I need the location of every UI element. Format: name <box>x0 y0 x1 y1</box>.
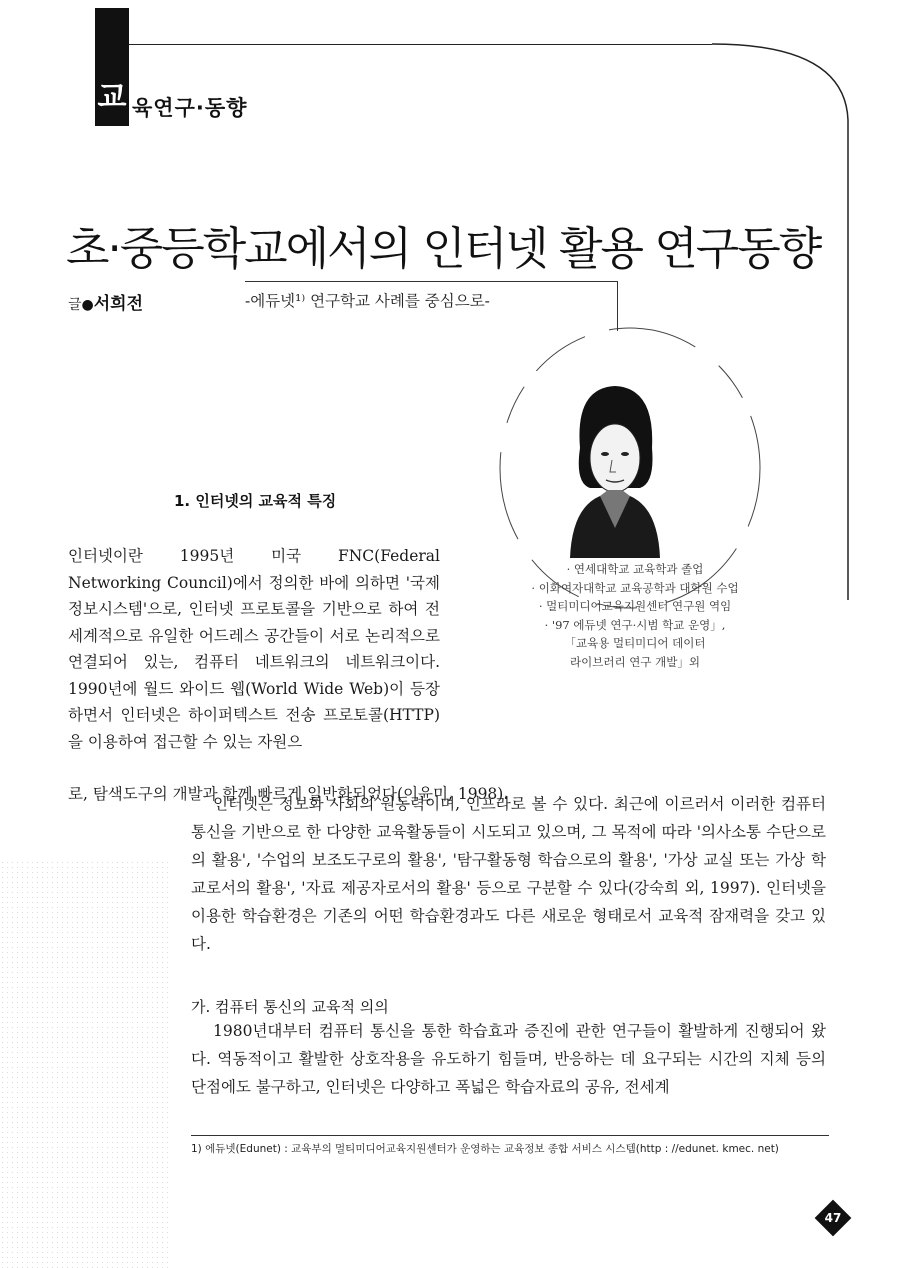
section-marker-glyph: 교 <box>97 80 127 115</box>
author-bio <box>500 560 770 671</box>
intro-paragraph <box>68 543 509 803</box>
subtitle-rule-vertical <box>617 281 618 331</box>
article-subtitle: -에듀넷¹⁾ 연구학교 사례를 중심으로- <box>245 292 490 310</box>
bio-line: · 멀티미디어교육지원센터 연구원 역임 <box>538 599 732 613</box>
page-number: 47 <box>824 1211 842 1225</box>
footnote-rule <box>191 1135 829 1136</box>
scan-artifact <box>0 860 170 1268</box>
body-paragraph-3: 1980년대부터 컴퓨터 통신을 통한 학습효과 증진에 관한 연구들이 활발하게 진행되어 왔다. 역동적이고 활발한 상호작용을 유도하기 힘들며, 반응하는 데 요구되는 시간의 지체 등의 단점에도 불구하고, 인터넷은 다양하고 폭넓은 학습자료의 공유, 전세계 <box>191 1022 826 1096</box>
body-paragraph-2: 인터넷은 정보화 사회의 원동력이며, 인프라로 볼 수 있다. 최근에 이르러서 이러한 컴퓨터 통신을 기반으로 한 다양한 교육활동들이 시도되고 있으며, 그 목적에 따라 '의사소통 수단으로의 활용', '수업의 보조도구로의 활용', '탐구활동형 학습으로의 활용', '가상 교실 또는 가상 학교로서의 활용', '자료 제공자로서의 활용' 등으로 구분할 수 있다(강숙희 외, 1997). 인터넷을 이용한 학습환경은 기존의 어떤 학습환경과도 다른 새로운 형태로서 교육적 잠재력을 갖고 있다. <box>191 795 826 953</box>
intro-text: 인터넷이란 1995년 미국 FNC(Federal Networking Council)에서 정의한 바에 의하면 '국제정보시스템'으로, 인터넷 프로토콜을 기반으로 하여 전세계적으로 유일한 어드레스 공간들이 서로 논리적으로 연결되어 있는, 컴퓨터 네트워크의 네트워크이다. 1990년에 월드 와이드 웹(World Wide Web)이 등장하면서 인터넷은 하이퍼텍스트 전송 프로토콜(HTTP)을 이용하여 접근할 수 있는 자원으 <box>68 547 440 751</box>
author-name: 서희전 <box>93 294 144 314</box>
header-rule <box>122 44 712 45</box>
bio-line: · 연세대학교 교육학과 졸업 <box>566 562 704 576</box>
article-title: 초·중등학교에서의 인터넷 활용 연구동향 <box>66 222 821 275</box>
section-heading-2: 가. 컴퓨터 통신의 교육적 의의 <box>191 998 389 1016</box>
byline <box>68 289 143 314</box>
bio-line: 「교육용 멀티미디어 데이터 <box>564 636 706 650</box>
section-label: 육연구·동향 <box>132 96 248 120</box>
bio-line: · 이화여자대학교 교육공학과 대학원 수업 <box>531 580 739 595</box>
bio-line: 라이브러리 연구 개발」외 <box>570 654 700 669</box>
intro-last-line: 로, 탐색도구의 개발과 함께 빠르게 일반화되었다(이윤미, 1998). <box>68 785 509 803</box>
section-heading-1: 1. 인터넷의 교육적 특징 <box>174 492 337 510</box>
footnote: 1) 에듀넷(Edunet) : 교육부의 멀티미디어교육지원센터가 운영하는 교육정보 종합 서비스 시스템(http : //edunet. kmec. net) <box>191 1143 779 1155</box>
bio-line: · '97 에듀넷 연구·시범 학교 운영」, <box>544 617 726 632</box>
author-portrait <box>560 378 670 558</box>
subtitle-rule <box>245 281 617 282</box>
byline-prefix: 글● <box>68 297 94 313</box>
